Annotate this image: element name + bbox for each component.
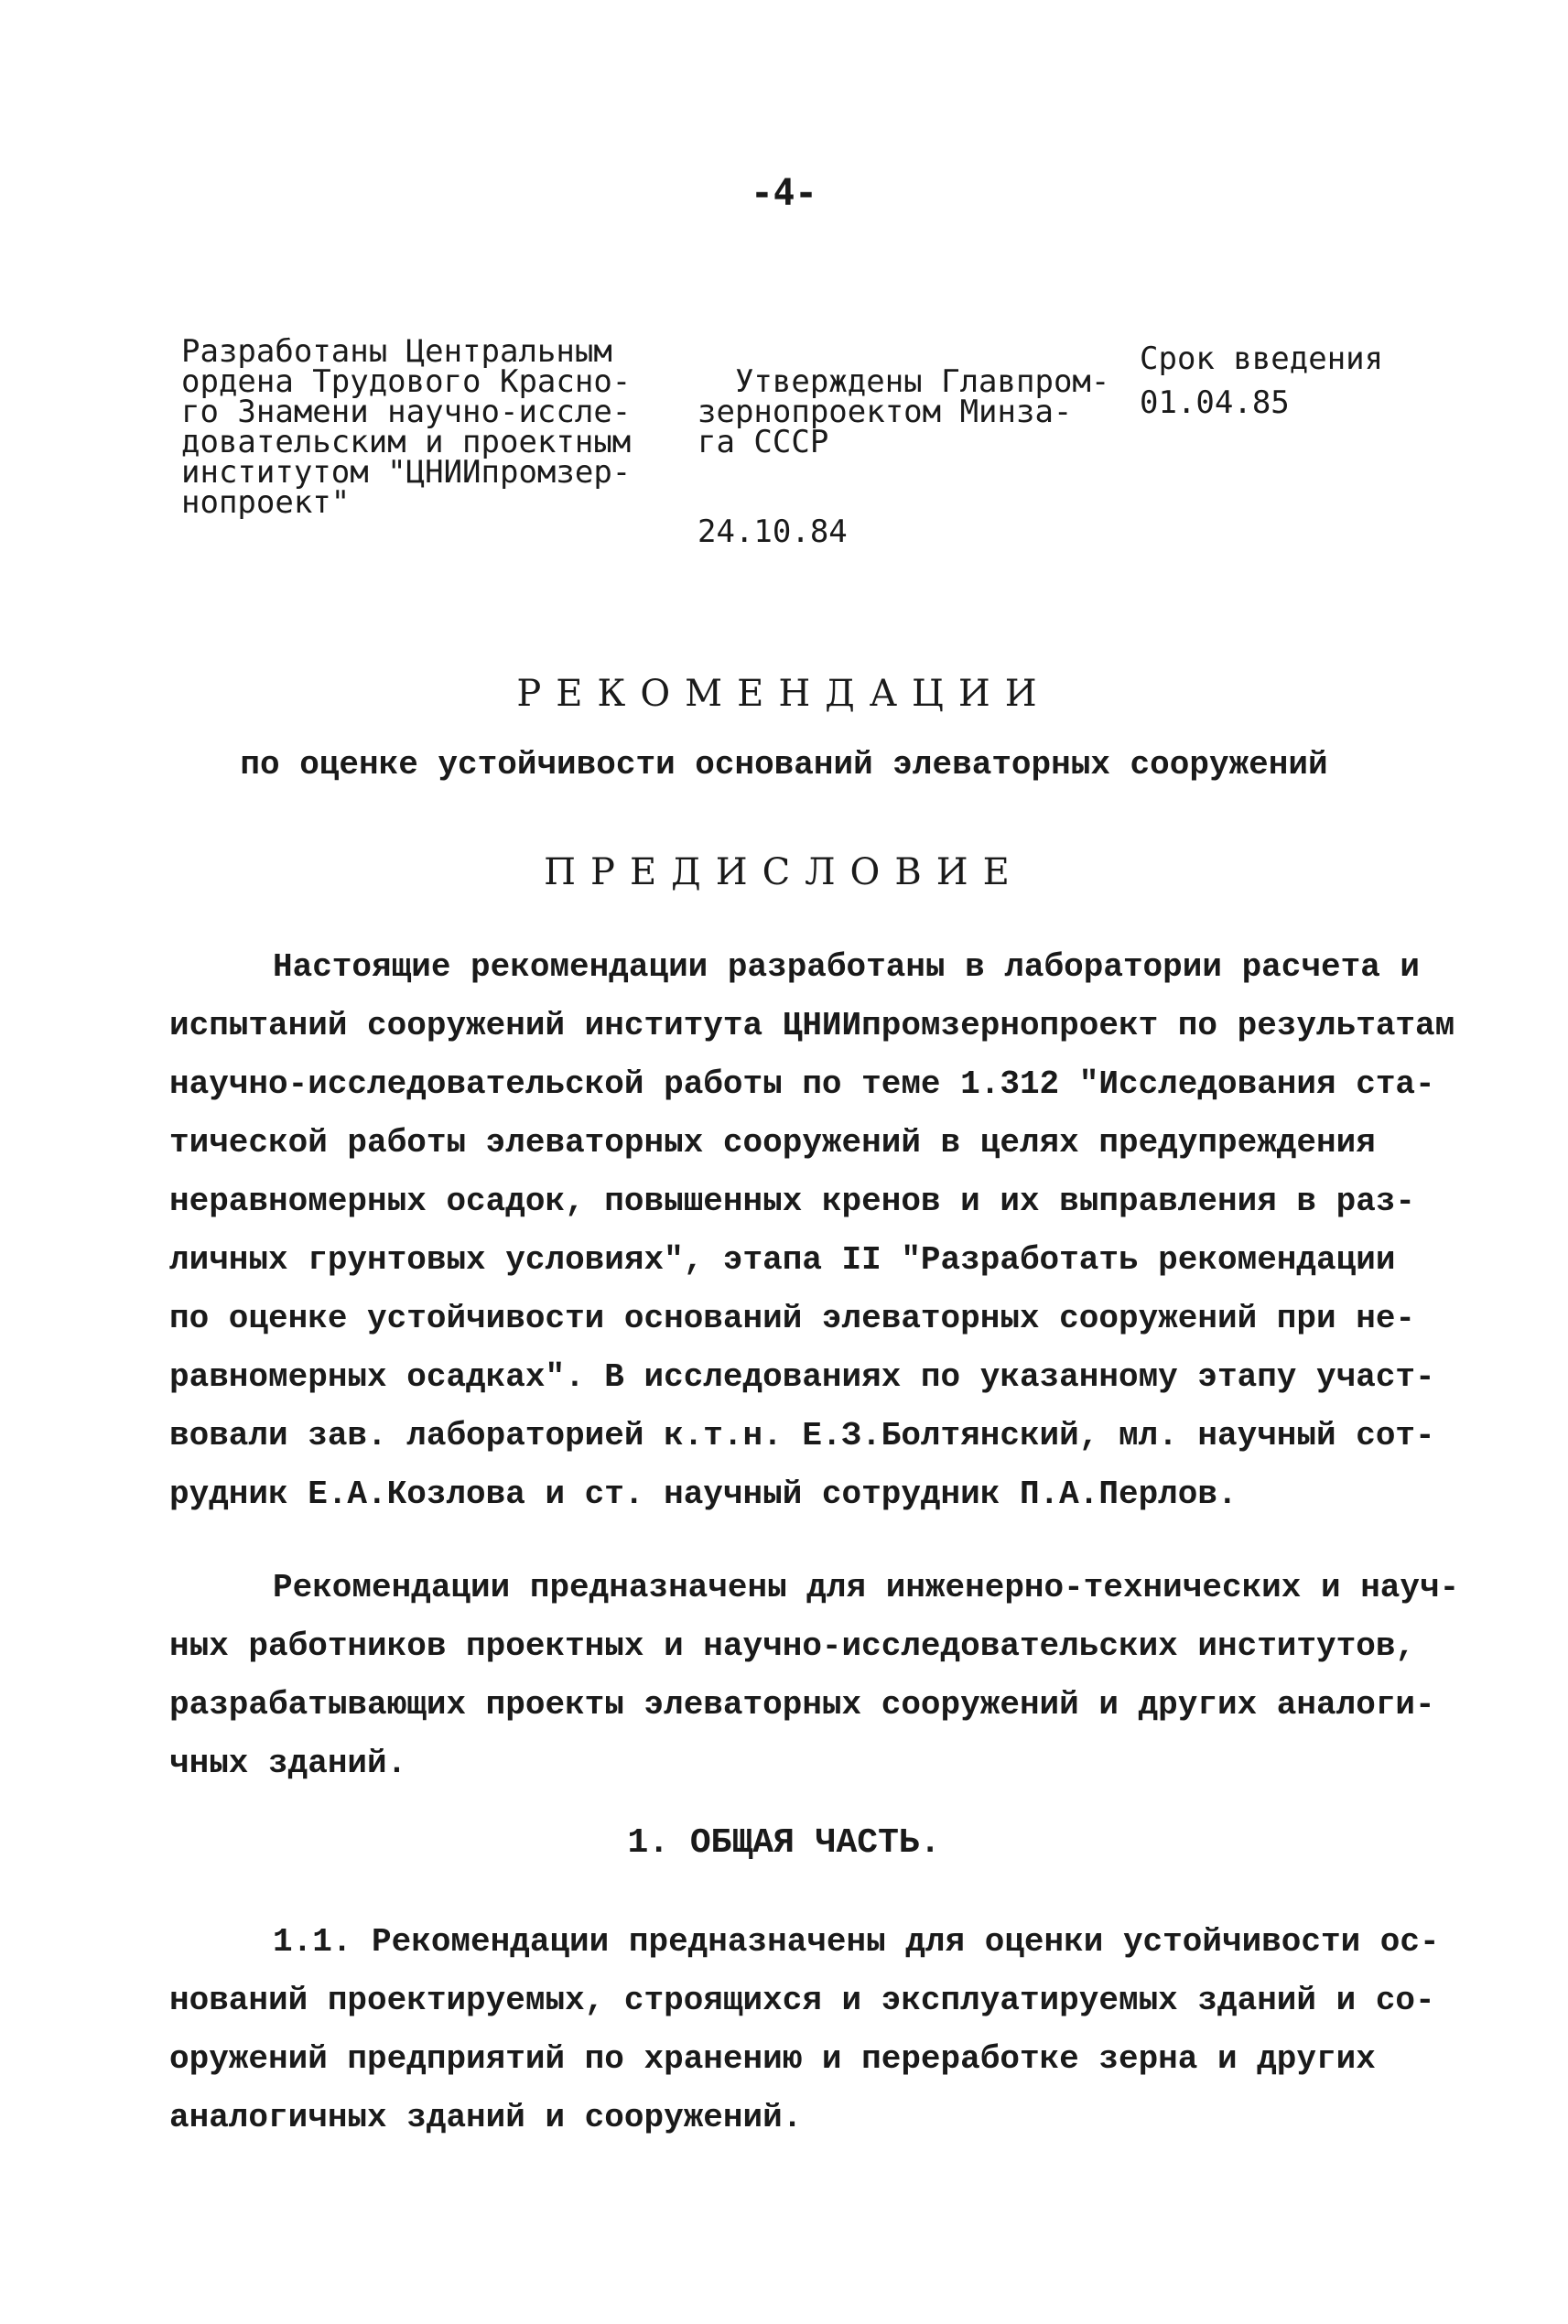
text-line: Настоящие рекомендации разработаны в лаборатории расчета и: [273, 948, 1421, 986]
document-title: РЕКОМЕНДАЦИИ: [516, 673, 1052, 715]
text-line: вовали зав. лабораторией к.т.н. Е.З.Болтянский, мл. научный сот-: [169, 1417, 1435, 1454]
text-line: чных зданий.: [169, 1745, 407, 1782]
section-1-paragraph: [169, 1913, 1440, 2147]
text-line: оружений предприятий по хранению и переработке зерна и других: [169, 2040, 1376, 2078]
text-line: аналогичных зданий и сооружений.: [169, 2099, 803, 2136]
effective-date-block: Срок введения 01.04.85: [1140, 340, 1384, 421]
preface-heading: ПРЕДИСЛОВИЕ: [544, 851, 1024, 893]
developed-by-block: Разработаны Центральным ордена Трудового Красно- го Знамени научно-иссле- довательским и проектным институтом "ЦНИИпромзер- нопроект": [181, 333, 632, 521]
preface-paragraph-2: [169, 1559, 1460, 1793]
preface-paragraph-1: [169, 938, 1455, 1524]
page-number: -4-: [751, 172, 817, 214]
text-line: Рекомендации предназначены для инженерно-технических и науч-: [273, 1569, 1460, 1606]
text-line: равномерных осадках". В исследованиях по указанному этапу участ-: [169, 1358, 1435, 1396]
approved-date: 24.10.84: [697, 513, 848, 550]
text-line: ных работников проектных и научно-исследовательских институтов,: [169, 1627, 1416, 1665]
text-line: рудник Е.А.Козлова и ст. научный сотрудник П.А.Перлов.: [169, 1475, 1238, 1513]
text-line: тической работы элеваторных сооружений в целях предупреждения: [169, 1124, 1376, 1162]
text-line: испытаний сооружений института ЦНИИпромзернопроект по результатам: [169, 1007, 1455, 1044]
text-line: личных грунтовых условиях", этапа II "Разработать рекомендации: [169, 1241, 1396, 1279]
text-line: 1.1. Рекомендации предназначены для оценки устойчивости ос-: [273, 1923, 1440, 1961]
text-line: неравномерных осадок, повышенных кренов и их выправления в раз-: [169, 1183, 1416, 1220]
text-line: разрабатывающих проекты элеваторных сооружений и других аналоги-: [169, 1686, 1435, 1724]
section-1-heading: 1. ОБЩАЯ ЧАСТЬ.: [627, 1823, 941, 1863]
text-line: по оценке устойчивости оснований элеваторных сооружений при не-: [169, 1300, 1416, 1337]
approved-by-text: Утверждены Главпром- зернопроектом Минза- га СССР: [697, 363, 1110, 460]
text-line: научно-исследовательской работы по теме 1.312 "Исследования ста-: [169, 1065, 1435, 1103]
document-subtitle: по оценке устойчивости оснований элеваторных сооружений: [240, 746, 1328, 784]
text-line: нований проектируемых, строящихся и эксплуатируемых зданий и со-: [169, 1982, 1435, 2019]
approved-block: [697, 337, 1109, 578]
